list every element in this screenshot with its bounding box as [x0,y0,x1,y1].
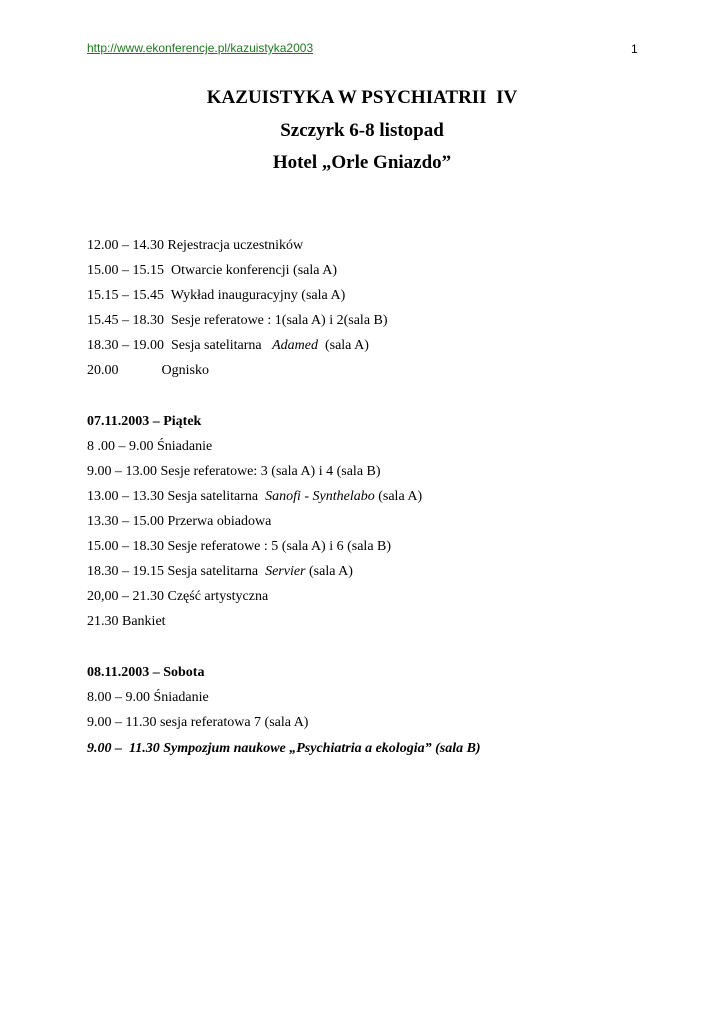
document-subtitle-hotel: Hotel „Orle Gniazdo” [272,152,452,173]
schedule-item-satellite [87,563,353,580]
satellite-room: (sala A) [305,564,353,579]
header-url-link[interactable]: http://www.ekonferencje.pl/kazuistyka2003 [87,41,314,55]
satellite-text: 13.00 – 13.30 Sesja satelitarna [87,489,266,504]
schedule-item-symposium: 9.00 – 11.30 Sympozjum naukowe „Psychiatria a ekologia” (sala B) [87,741,481,756]
document-title: KAZUISTYKA W PSYCHIATRII IV [206,87,518,108]
schedule-item: 20,00 – 21.30 Część artystyczna [87,589,269,604]
document-subtitle-location: Szczyrk 6-8 listopad [280,120,444,141]
day-heading: 07.11.2003 – Piątek [87,414,202,429]
item-time: 20.00 [87,363,119,378]
sponsor-name: Sanofi - Synthelabo [265,489,375,504]
satellite-text: 18.30 – 19.15 Sesja satelitarna [87,564,266,579]
day-heading: 08.11.2003 – Sobota [87,665,205,680]
schedule-item: 12.00 – 14.30 Rejestracja uczestników [87,238,304,253]
satellite-room: (sala A) [374,489,423,504]
sponsor-name: Servier [265,564,306,579]
item-label: Ognisko [161,363,209,378]
satellite-text: 18.30 – 19.00 Sesja satelitarna [87,338,273,353]
schedule-item: 8 .00 – 9.00 Śniadanie [87,439,213,454]
schedule-item: 15.45 – 18.30 Sesje referatowe : 1(sala A) i 2(sala B) [87,313,388,328]
schedule-item: 9.00 – 13.00 Sesje referatowe: 3 (sala A) i 4 (sala B) [87,464,381,479]
schedule-item-satellite [87,488,422,505]
schedule-item: 9.00 – 11.30 sesja referatowa 7 (sala A) [87,715,309,730]
schedule-item: 13.30 – 15.00 Przerwa obiadowa [87,514,272,529]
page-number: 1 [631,42,638,56]
schedule-item: 21.30 Bankiet [87,614,166,629]
schedule-item: 15.00 – 15.15 Otwarcie konferencji (sala A) [87,263,337,278]
schedule-item: 15.15 – 15.45 Wykład inauguracyjny (sala A) [87,288,346,303]
satellite-room: (sala A) [317,338,369,353]
schedule-item: 8.00 – 9.00 Śniadanie [87,690,209,705]
schedule-item-satellite [87,337,369,354]
schedule-item: 15.00 – 18.30 Sesje referatowe : 5 (sala A) i 6 (sala B) [87,539,392,554]
schedule-item [87,362,209,379]
sponsor-name: Adamed [272,338,318,353]
